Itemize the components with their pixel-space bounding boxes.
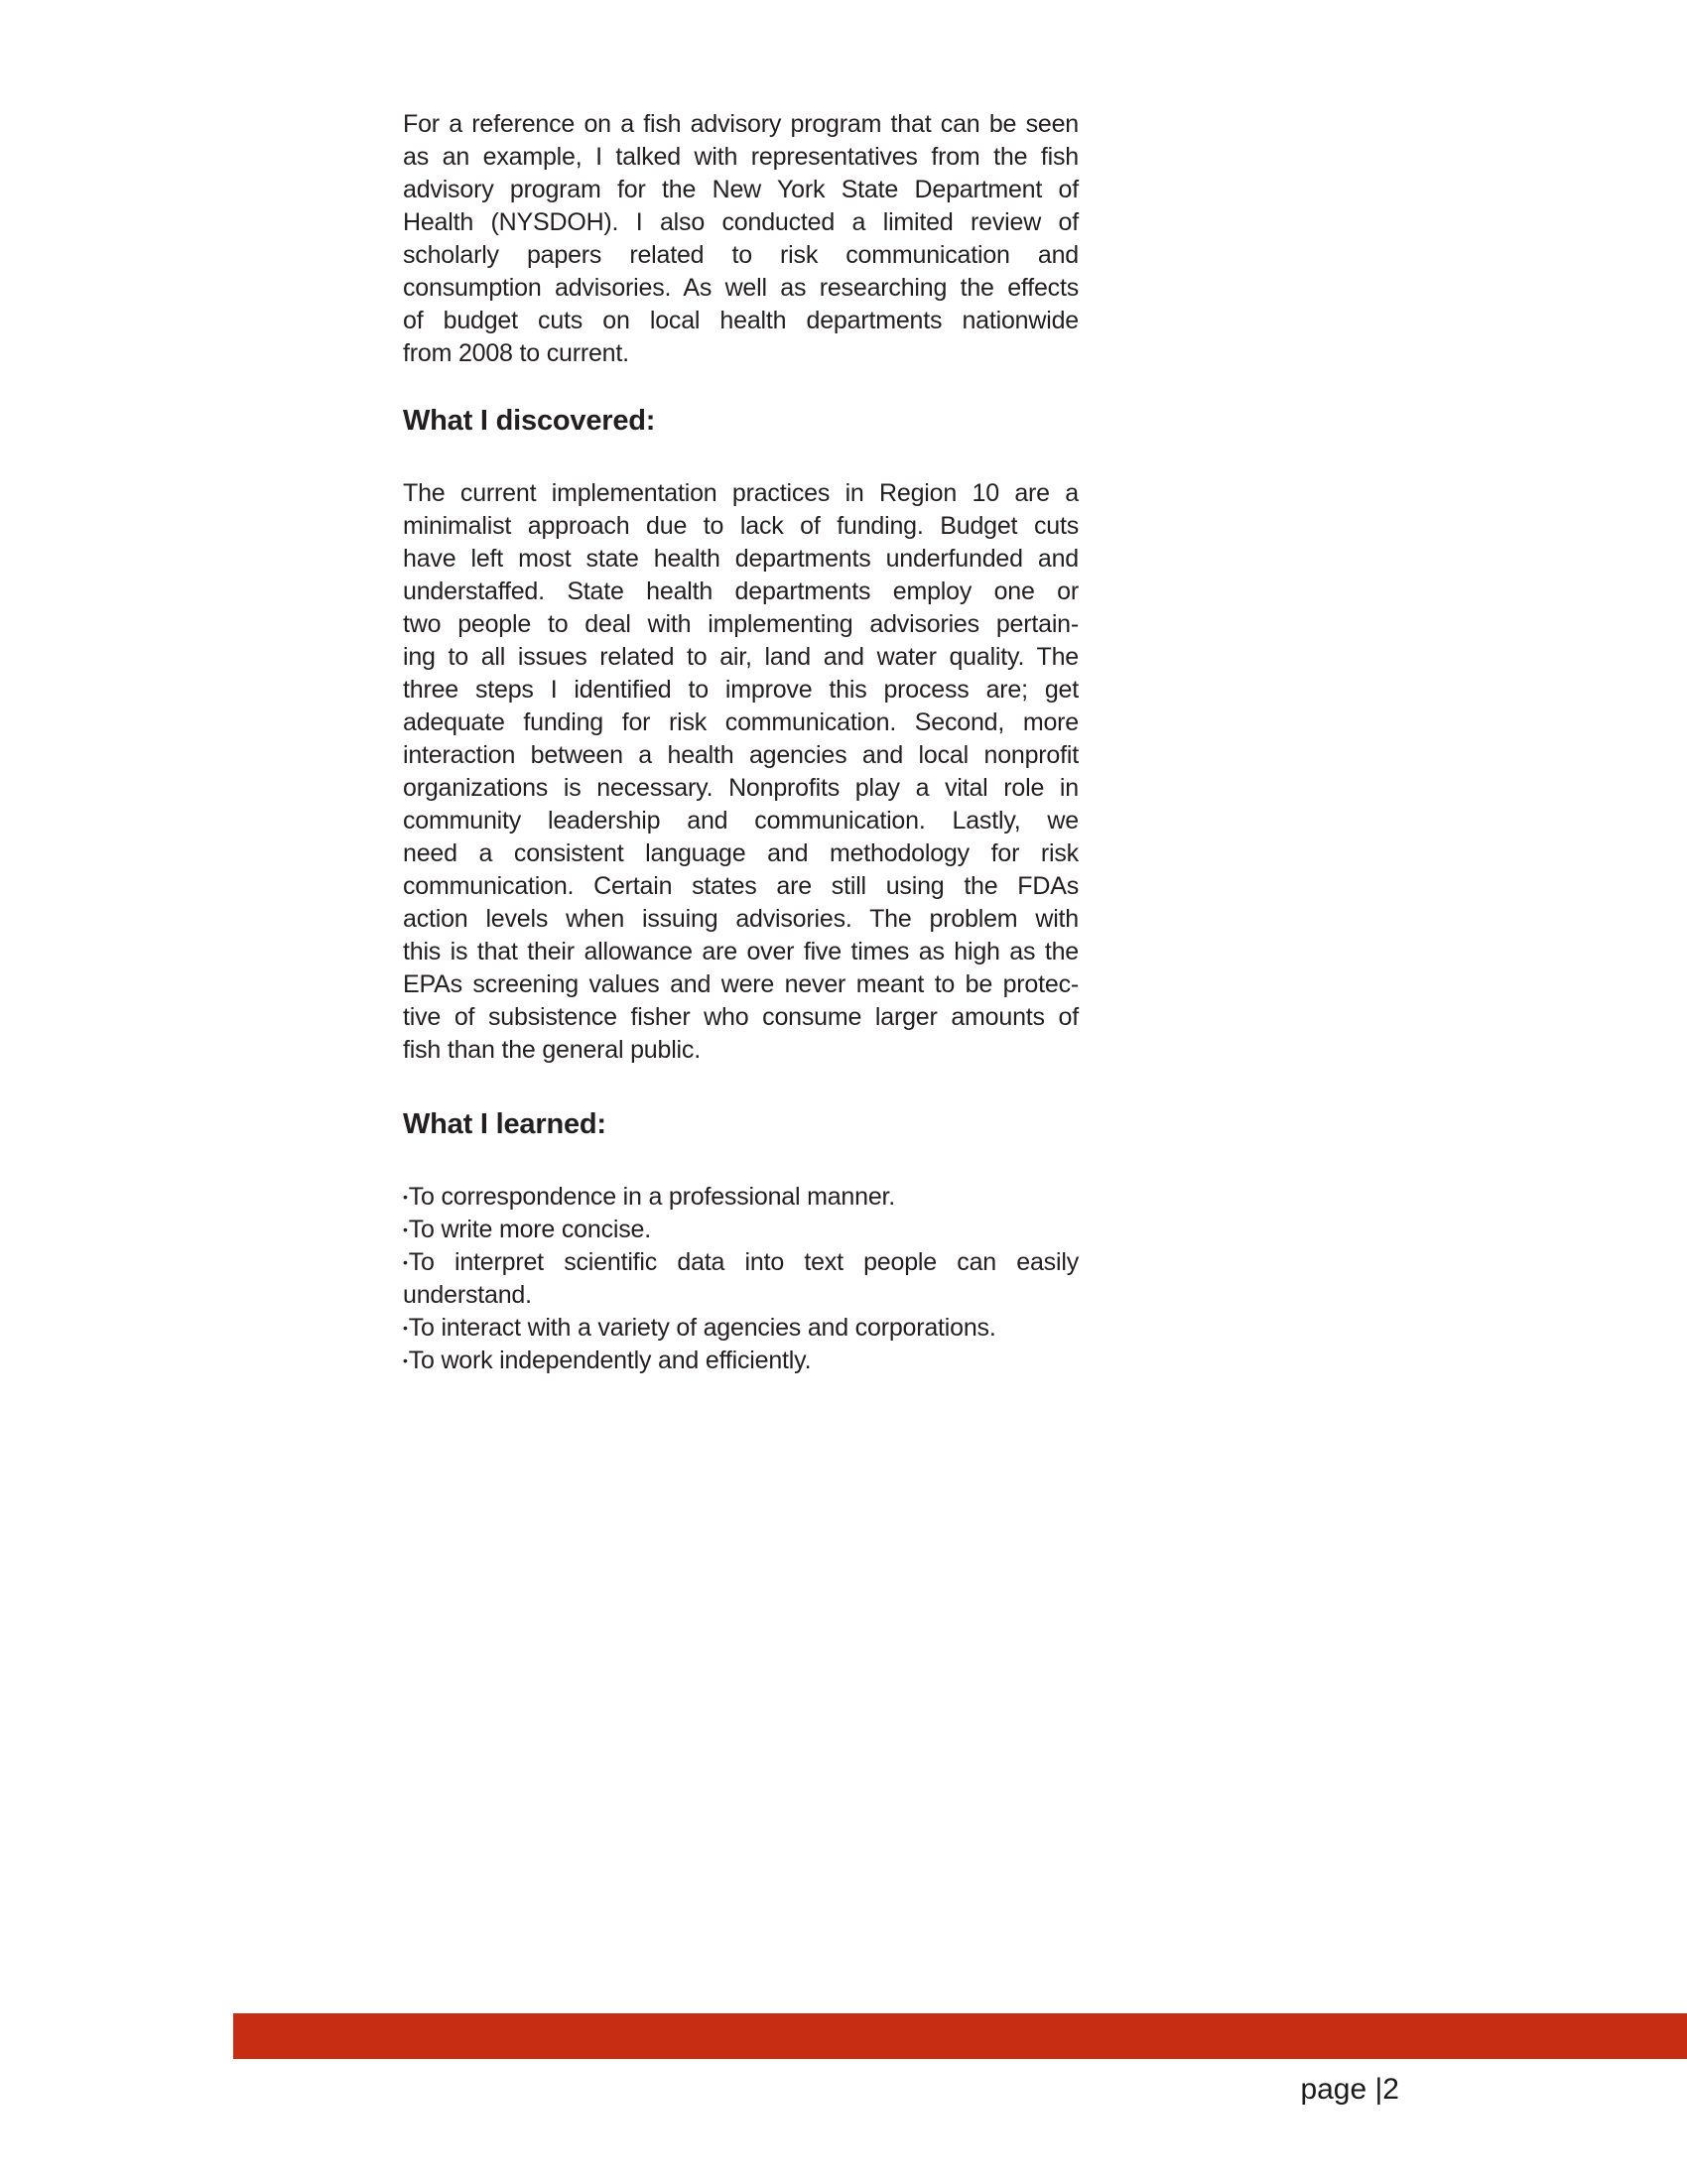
text-line: organizations is necessary. Nonprofits play a vital role in — [403, 774, 1079, 802]
text-line: interaction between a health agencies and local nonprofit — [403, 741, 1079, 769]
learned-bullet-list — [403, 1181, 1079, 1377]
heading-what-i-learned: What I learned: — [403, 1108, 606, 1140]
text-line: need a consistent language and methodology for risk — [403, 839, 1079, 867]
text-line: three steps I identified to improve this process are; get — [403, 676, 1079, 704]
text-line: scholarly papers related to risk communication and — [403, 241, 1079, 269]
footer-accent-bar — [233, 2013, 1687, 2059]
text-line: communication. Certain states are still using the FDAs — [403, 872, 1079, 900]
text-line: For a reference on a fish advisory program that can be seen — [403, 110, 1079, 138]
text-line: Health (NYSDOH). I also conducted a limited review of — [403, 208, 1079, 236]
text-line: •To correspondence in a professional manner. — [403, 1181, 1079, 1214]
bullet-icon: • — [403, 1221, 408, 1237]
bullet-icon: • — [403, 1352, 408, 1368]
text-line: •To work independently and efficiently. — [403, 1345, 1079, 1377]
heading-what-i-discovered: What I discovered: — [403, 405, 656, 437]
text-line: ing to all issues related to air, land and water quality. The — [403, 643, 1079, 671]
text-line: understaffed. State health departments employ one or — [403, 578, 1079, 605]
bullet-icon: • — [403, 1189, 408, 1205]
text-line: have left most state health departments underfunded and — [403, 545, 1079, 573]
text-line: fish than the general public. — [403, 1036, 701, 1064]
text-line: minimalist approach due to lack of funding. Budget cuts — [403, 512, 1079, 540]
text-line: two people to deal with implementing advisories pertain- — [403, 610, 1079, 638]
text-line: EPAs screening values and were never meant to be protec- — [403, 970, 1079, 998]
text-line: understand. — [403, 1281, 532, 1309]
bullet-icon: • — [403, 1320, 408, 1336]
text-line: from 2008 to current. — [403, 339, 629, 367]
text-line: consumption advisories. As well as researching the effects — [403, 274, 1079, 302]
discovered-paragraph — [403, 477, 1079, 1067]
intro-paragraph — [403, 108, 1079, 370]
text-line: •To write more concise. — [403, 1214, 1079, 1246]
text-line: tive of subsistence fisher who consume larger amounts of — [403, 1003, 1079, 1031]
text-line: as an example, I talked with representatives from the fish — [403, 143, 1079, 171]
text-line: action levels when issuing advisories. The problem with — [403, 905, 1079, 933]
bullet-icon: • — [403, 1254, 408, 1270]
text-line: of budget cuts on local health departments nationwide — [403, 307, 1079, 334]
text-line: community leadership and communication. Lastly, we — [403, 807, 1079, 835]
page-number: page |2 — [1300, 2073, 1399, 2106]
text-line: The current implementation practices in Region 10 are a — [403, 479, 1079, 507]
text-line: this is that their allowance are over five times as high as the — [403, 938, 1079, 965]
text-line: •To interpret scientific data into text people can easily — [403, 1246, 1079, 1279]
text-line: adequate funding for risk communication. Second, more — [403, 708, 1079, 736]
text-line: •To interact with a variety of agencies and corporations. — [403, 1312, 1079, 1345]
text-line: advisory program for the New York State Department of — [403, 176, 1079, 203]
